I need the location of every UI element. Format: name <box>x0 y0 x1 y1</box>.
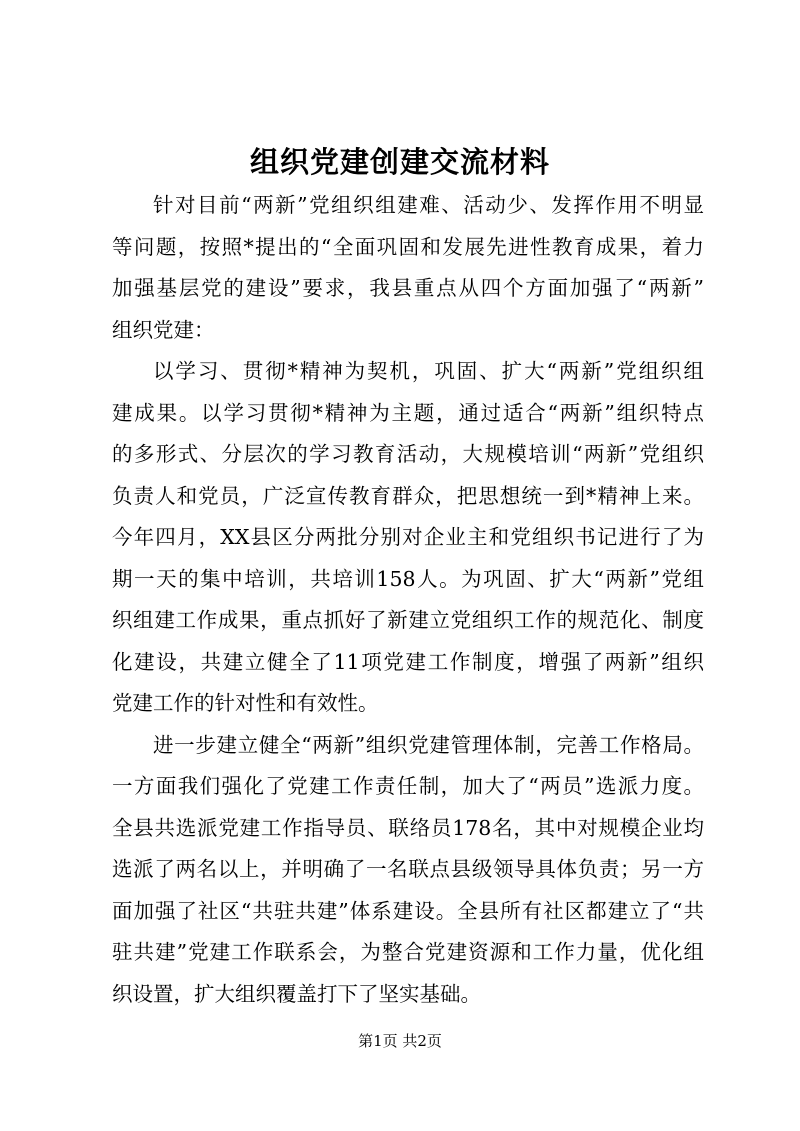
paragraph-3 <box>112 725 704 1016</box>
text-line: 选派了两名以上，并明确了一名联点县级领导具体负责；另一方 <box>112 857 704 881</box>
text-line: 组织党建： <box>112 317 215 342</box>
paragraph-1 <box>112 185 704 351</box>
text-line: 针对目前“两新”党组织组建难、活动少、发挥作用不明显 <box>153 193 704 217</box>
text-line: 织设置，扩大组织覆盖打下了坚实基础。 <box>112 981 481 1006</box>
document-title: 组织党建创建交流材料 <box>249 145 550 179</box>
text-line: 等问题，按照*提出的“全面巩固和发展先进性教育成果，着力 <box>112 234 704 259</box>
text-line: 负责人和党员，广泛宣传教育群众，把思想统一到*精神上来。 <box>112 483 704 508</box>
text-line: 面加强了社区“共驻共建”体系建设。全县所有社区都建立了“共 <box>112 898 704 923</box>
text-line: 以学习、贯彻*精神为契机，巩固、扩大“两新”党组织组 <box>153 359 704 383</box>
paragraph-2 <box>112 351 704 725</box>
text-line: 一方面我们强化了党建工作责任制，加大了“两员”选派力度。 <box>112 774 704 798</box>
text-line: 全县共选派党建工作指导员、联络员178名，其中对规模企业均 <box>112 815 704 840</box>
text-line: 加强基层党的建设”要求，我县重点从四个方面加强了“两新” <box>112 276 704 300</box>
text-line: 进一步建立健全“两新”组织党建管理体制，完善工作格局。 <box>153 732 704 757</box>
page-number-footer: 第1页 共2页 <box>358 1032 442 1050</box>
text-line: 今年四月，XX县区分两批分别对企业主和党组织书记进行了为 <box>112 525 704 549</box>
text-line: 织组建工作成果，重点抓好了新建立党组织工作的规范化、制度 <box>112 608 704 632</box>
document-body <box>112 185 704 1015</box>
text-line: 党建工作的针对性和有效性。 <box>112 691 379 715</box>
text-line: 期一天的集中培训，共培训158人。为巩固、扩大“两新”党组 <box>112 566 704 591</box>
text-line: 建成果。以学习贯彻*精神为主题，通过适合“两新”组织特点 <box>112 400 704 425</box>
text-line: 化建设，共建立健全了11项党建工作制度，增强了两新”组织 <box>112 649 704 674</box>
text-line: 的多形式、分层次的学习教育活动，大规模培训“两新”党组织 <box>112 442 704 466</box>
text-line: 驻共建”党建工作联系会，为整合党建资源和工作力量，优化组 <box>112 940 704 964</box>
